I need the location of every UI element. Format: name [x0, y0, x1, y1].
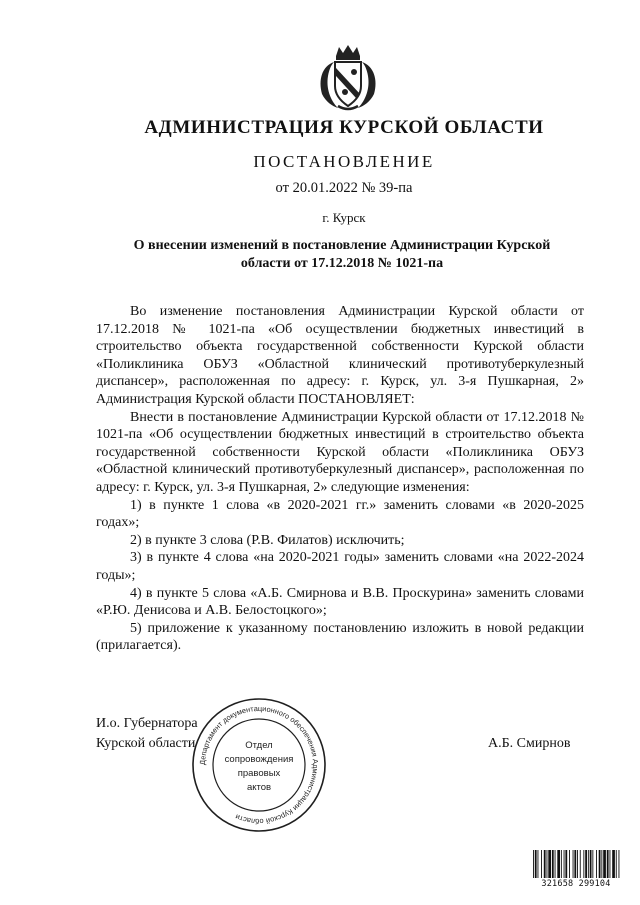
barcode-bar	[561, 850, 562, 878]
barcode-bar	[596, 850, 597, 878]
barcode-bar	[573, 850, 574, 878]
barcode-bar	[592, 850, 593, 878]
stamp-center-line-4: актов	[246, 782, 272, 793]
barcode-bar	[603, 850, 606, 878]
subject-line-2: области от 17.12.2018 № 1021-па	[240, 256, 444, 271]
barcode-bar	[547, 850, 548, 878]
body-item-2: 2) в пункте 3 слова (Р.В. Филатов) исключить;	[130, 532, 405, 548]
barcode-bar	[583, 850, 584, 878]
barcode-bar	[541, 850, 542, 878]
barcode-number: 321658 299104	[541, 879, 611, 889]
barcode-bar	[552, 850, 554, 878]
barcode-bar	[565, 850, 567, 878]
body-item-3: 3) в пункте 4 слова «на 2020-2021 годы» заменить словами «на 2022-2024 годы»;	[96, 550, 584, 583]
barcode-bar	[616, 850, 617, 878]
barcode-bar	[574, 850, 576, 878]
official-stamp	[188, 694, 330, 836]
barcode-bar	[564, 850, 565, 878]
barcode-bar	[557, 850, 560, 878]
stamp-center-line-2: сопровождения	[224, 754, 294, 765]
body-paragraph-preamble: Во изменение постановления Администрации Курской области от 17.12.2018 № 1021-па «Об осуществлении бюджетных инвестиций в строительство объекта государственной собственности Курской области «Поликлиника ОБУЗ «Областной клинический противотуберкулезный диспансер», расположенная по адресу: г. Курск, ул. 3-я Пушкарная, 2» Администрация Курской области ПОСТАНОВЛЯЕТ:	[96, 304, 584, 407]
barcode-bar	[601, 850, 602, 878]
signer-name: А.Б. Смирнов	[488, 736, 571, 751]
document-body	[96, 303, 584, 655]
barcode-bar	[607, 850, 609, 878]
body-item-5: 5) приложение к указанному постановлению изложить в новой редакции (прилагается).	[96, 620, 584, 654]
stamp-ring-text: Департамент документационного обеспечения Администрации Курской области	[197, 703, 321, 827]
barcode-bar	[577, 850, 578, 878]
stamp-center-line-3: правовых	[237, 768, 281, 779]
body-item-1: 1) в пункте 1 слова «в 2020-2021 гг.» заменить словами «в 2020-2025 годах»;	[96, 497, 584, 531]
barcode-bar	[585, 850, 587, 878]
signer-title-line-2: Курской области	[96, 736, 196, 751]
barcode-bar	[590, 850, 592, 878]
barcode-bar	[610, 850, 611, 878]
body-item-4: 4) в пункте 5 слова «А.Б. Смирнова и В.В. Проскурина» заменить словами «Р.Ю. Денисова и А.В. Белостоцкого»;	[96, 585, 584, 619]
barcode-bar	[569, 850, 570, 878]
barcode-bar	[533, 850, 534, 878]
barcode-bar	[580, 850, 581, 878]
barcode-bar	[538, 850, 539, 878]
barcode-bar	[555, 850, 556, 878]
organization-title: АДМИНИСТРАЦИЯ КУРСКОЙ ОБЛАСТИ	[144, 117, 544, 138]
document-date-number: от 20.01.2022 № 39-па	[275, 180, 413, 196]
barcode-bar	[612, 850, 615, 878]
signer-title	[96, 714, 198, 754]
barcode-bar	[599, 850, 601, 878]
subject-line-1: О внесении изменений в постановление Администрации Курской	[133, 238, 551, 253]
stamp-center-line-1: Отдел	[245, 740, 273, 751]
signer-title-line-1: И.о. Губернатора	[96, 716, 198, 731]
barcode-bars	[532, 850, 620, 878]
barcode-bar	[588, 850, 589, 878]
coat-of-arms-icon	[312, 42, 384, 114]
barcode	[532, 850, 620, 894]
document-subject	[100, 237, 584, 273]
document-type: ПОСТАНОВЛЕНИЕ	[253, 152, 435, 171]
barcode-bar	[544, 850, 546, 878]
barcode-bar	[619, 850, 620, 878]
barcode-bar	[548, 850, 551, 878]
body-paragraph-resolution: Внести в постановление Администрации Курской области от 17.12.2018 № 1021-па «Об осуществлении бюджетных инвестиций в строительство объекта государственной собственности Курской области «Поликлиника ОБУЗ «Областной клинический противотуберкулезный диспансер», расположенная по адресу: г. Курск, ул. 3-я Пушкарная, 2» следующие изменения:	[96, 409, 584, 495]
document-city: г. Курск	[322, 210, 366, 225]
barcode-bar	[535, 850, 537, 878]
